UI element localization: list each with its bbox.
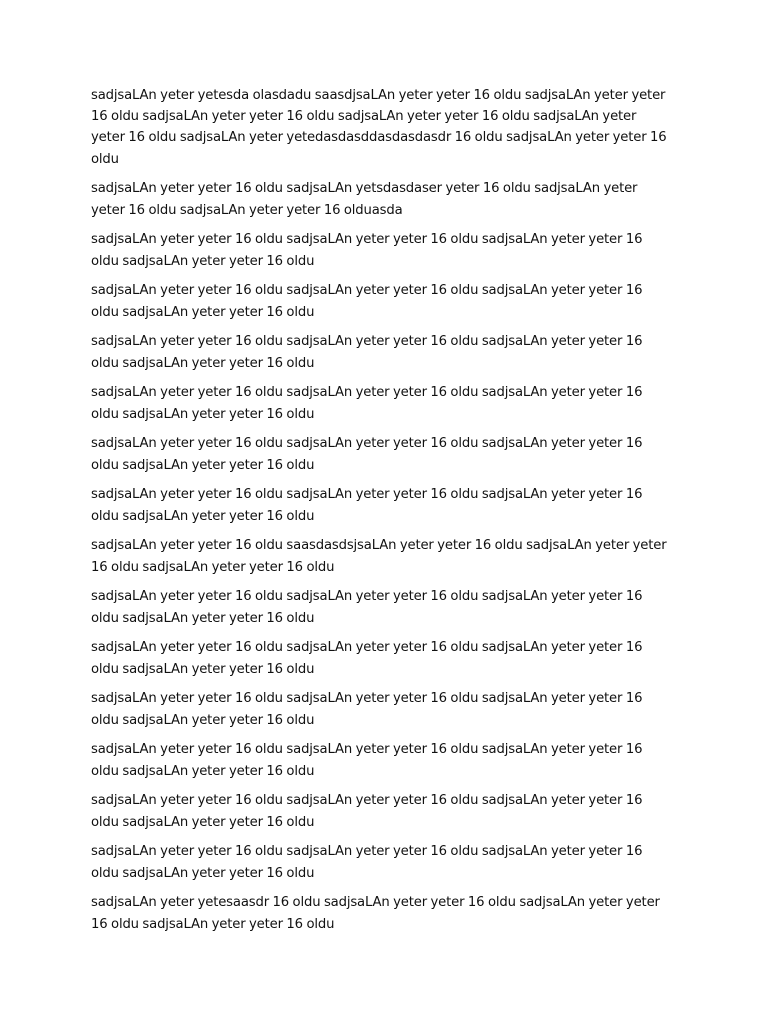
- paragraph-12: sadjsaLAn yeter yeter 16 oldu sadjsaLAn yeter yeter 16 oldu sadjsaLAn yeter yeter 16 oldu sadjsaLAn yeter yeter 16 oldu: [91, 691, 643, 728]
- paragraph-2: sadjsaLAn yeter yeter 16 oldu sadjsaLAn yetsdasdaser yeter 16 oldu sadjsaLAn yeter yeter 16 oldu sadjsaLAn yeter yeter 16 olduasda: [91, 181, 638, 218]
- paragraph-4: sadjsaLAn yeter yeter 16 oldu sadjsaLAn yeter yeter 16 oldu sadjsaLAn yeter yeter 16 oldu sadjsaLAn yeter yeter 16 oldu: [91, 283, 643, 320]
- paragraph-15: sadjsaLAn yeter yeter 16 oldu sadjsaLAn yeter yeter 16 oldu sadjsaLAn yeter yeter 16 oldu sadjsaLAn yeter yeter 16 oldu: [91, 844, 643, 881]
- paragraph-10: sadjsaLAn yeter yeter 16 oldu sadjsaLAn yeter yeter 16 oldu sadjsaLAn yeter yeter 16 oldu sadjsaLAn yeter yeter 16 oldu: [91, 589, 643, 626]
- paragraph-11: sadjsaLAn yeter yeter 16 oldu sadjsaLAn yeter yeter 16 oldu sadjsaLAn yeter yeter 16 oldu sadjsaLAn yeter yeter 16 oldu: [91, 640, 643, 677]
- document-body: [91, 85, 671, 943]
- paragraph-9: sadjsaLAn yeter yeter 16 oldu saasdasdsjsaLAn yeter yeter 16 oldu sadjsaLAn yeter yeter 16 oldu sadjsaLAn yeter yeter 16 oldu: [91, 538, 667, 575]
- paragraph-13: sadjsaLAn yeter yeter 16 oldu sadjsaLAn yeter yeter 16 oldu sadjsaLAn yeter yeter 16 oldu sadjsaLAn yeter yeter 16 oldu: [91, 742, 643, 779]
- paragraph-7: sadjsaLAn yeter yeter 16 oldu sadjsaLAn yeter yeter 16 oldu sadjsaLAn yeter yeter 16 oldu sadjsaLAn yeter yeter 16 oldu: [91, 436, 643, 473]
- paragraph-1: sadjsaLAn yeter yetesda olasdadu saasdjsaLAn yeter yeter 16 oldu sadjsaLAn yeter yeter 16 oldu sadjsaLAn yeter yeter 16 oldu sadjsaLAn yeter yeter 16 oldu sadjsaLAn yeter yeter 16 oldu sadjsaLAn yeter yetedasdasddasdasdasdr 16 oldu sadjsaLAn yeter yeter 16 oldu: [91, 88, 667, 167]
- paragraph-3: sadjsaLAn yeter yeter 16 oldu sadjsaLAn yeter yeter 16 oldu sadjsaLAn yeter yeter 16 oldu sadjsaLAn yeter yeter 16 oldu: [91, 232, 643, 269]
- paragraph-16: sadjsaLAn yeter yetesaasdr 16 oldu sadjsaLAn yeter yeter 16 oldu sadjsaLAn yeter yeter 16 oldu sadjsaLAn yeter yeter 16 oldu: [91, 895, 660, 932]
- paragraph-6: sadjsaLAn yeter yeter 16 oldu sadjsaLAn yeter yeter 16 oldu sadjsaLAn yeter yeter 16 oldu sadjsaLAn yeter yeter 16 oldu: [91, 385, 643, 422]
- paragraph-5: sadjsaLAn yeter yeter 16 oldu sadjsaLAn yeter yeter 16 oldu sadjsaLAn yeter yeter 16 oldu sadjsaLAn yeter yeter 16 oldu: [91, 334, 643, 371]
- paragraph-8: sadjsaLAn yeter yeter 16 oldu sadjsaLAn yeter yeter 16 oldu sadjsaLAn yeter yeter 16 oldu sadjsaLAn yeter yeter 16 oldu: [91, 487, 643, 524]
- paragraph-14: sadjsaLAn yeter yeter 16 oldu sadjsaLAn yeter yeter 16 oldu sadjsaLAn yeter yeter 16 oldu sadjsaLAn yeter yeter 16 oldu: [91, 793, 643, 830]
